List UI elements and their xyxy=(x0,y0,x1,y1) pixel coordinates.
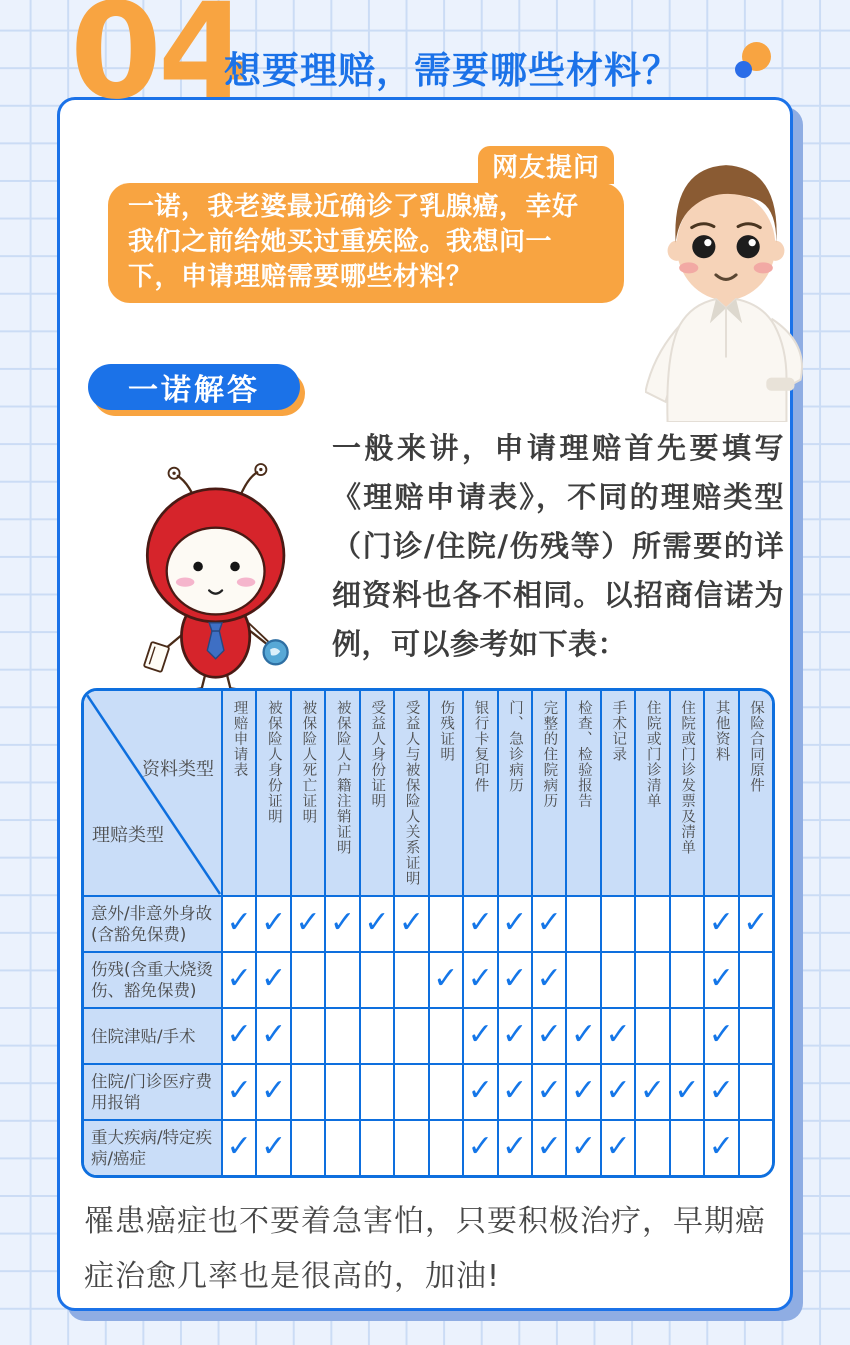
check-icon: ✓ xyxy=(502,1017,528,1052)
column-header-label: 门、急诊病历 xyxy=(506,700,523,793)
check-icon: ✓ xyxy=(536,961,562,996)
check-icon: ✓ xyxy=(502,905,528,940)
check-icon: ✓ xyxy=(261,905,287,940)
check-icon: ✓ xyxy=(708,1073,734,1108)
check-cell xyxy=(669,1063,703,1119)
empty-cell xyxy=(565,951,599,1007)
section-number: 04 xyxy=(70,0,246,129)
check-icon: ✓ xyxy=(502,961,528,996)
column-header xyxy=(255,691,289,895)
check-cell xyxy=(531,951,565,1007)
check-icon: ✓ xyxy=(605,1073,631,1108)
column-header-label: 保险合同原件 xyxy=(748,700,765,793)
column-header xyxy=(600,691,634,895)
empty-cell xyxy=(669,1119,703,1175)
column-header-label: 完整的住院病历 xyxy=(541,700,558,809)
check-cell xyxy=(531,895,565,951)
row-label-text: 重大疾病/特定疾病/癌症 xyxy=(91,1128,213,1168)
diagonal-line xyxy=(84,691,221,895)
check-icon: ✓ xyxy=(433,961,459,996)
column-header-label: 被保险人户籍注销证明 xyxy=(334,700,351,855)
check-icon: ✓ xyxy=(536,905,562,940)
empty-cell xyxy=(393,1063,427,1119)
empty-cell xyxy=(324,1063,358,1119)
column-header xyxy=(565,691,599,895)
empty-cell xyxy=(428,1063,462,1119)
check-cell xyxy=(600,1063,634,1119)
check-cell xyxy=(565,1119,599,1175)
check-cell xyxy=(462,1119,496,1175)
column-header-label: 受益人身份证明 xyxy=(369,700,386,809)
row-label xyxy=(84,1119,221,1175)
empty-cell xyxy=(324,1007,358,1063)
check-icon: ✓ xyxy=(502,1129,528,1164)
check-icon: ✓ xyxy=(708,905,734,940)
empty-cell xyxy=(428,895,462,951)
check-icon: ✓ xyxy=(467,1017,493,1052)
question-tag: 网友提问 xyxy=(478,146,614,184)
empty-cell xyxy=(359,1063,393,1119)
check-icon: ✓ xyxy=(536,1073,562,1108)
page-title: 想要理赔，需要哪些材料？ xyxy=(224,49,680,92)
check-icon: ✓ xyxy=(261,1129,287,1164)
empty-cell xyxy=(359,1119,393,1175)
check-cell xyxy=(255,1063,289,1119)
check-cell xyxy=(531,1119,565,1175)
column-header-label: 受益人与被保险人关系证明 xyxy=(403,700,420,886)
check-cell xyxy=(462,1063,496,1119)
check-cell xyxy=(738,895,772,951)
column-header xyxy=(290,691,324,895)
check-icon: ✓ xyxy=(571,1129,597,1164)
check-cell xyxy=(565,1007,599,1063)
empty-cell xyxy=(600,895,634,951)
check-icon: ✓ xyxy=(639,1073,666,1108)
empty-cell xyxy=(634,1119,668,1175)
check-cell xyxy=(703,951,737,1007)
check-cell xyxy=(703,1119,737,1175)
answer-text: 一般来讲，申请理赔首先要填写《理赔申请表》，不同的理赔类型（门诊/住院/伤残等）所需要的详细资料也各不相同。以招商信诺为例，可以参考如下表： xyxy=(332,431,784,661)
empty-cell xyxy=(565,895,599,951)
column-header-label: 手术记录 xyxy=(610,700,627,762)
column-header-label: 被保险人身份证明 xyxy=(265,700,282,824)
empty-cell xyxy=(738,951,772,1007)
check-icon: ✓ xyxy=(708,961,734,996)
empty-cell xyxy=(669,895,703,951)
empty-cell xyxy=(634,895,668,951)
check-cell xyxy=(703,895,737,951)
red-ant-mascot-illustration xyxy=(98,452,336,692)
check-cell xyxy=(255,1007,289,1063)
check-cell xyxy=(221,1063,255,1119)
empty-cell xyxy=(428,1119,462,1175)
column-header-label: 检查、检验报告 xyxy=(575,700,592,809)
check-icon: ✓ xyxy=(708,1129,734,1164)
row-label-text: 住院/门诊医疗费用报销 xyxy=(91,1072,213,1112)
column-header xyxy=(393,691,427,895)
check-icon: ✓ xyxy=(226,1129,252,1164)
check-icon: ✓ xyxy=(226,1073,252,1108)
column-header xyxy=(531,691,565,895)
check-icon: ✓ xyxy=(295,905,321,940)
check-cell xyxy=(221,951,255,1007)
empty-cell xyxy=(393,1007,427,1063)
column-header-label: 伤残证明 xyxy=(438,700,455,762)
check-cell xyxy=(255,895,289,951)
check-cell xyxy=(221,1007,255,1063)
row-label-text: 住院津贴/手术 xyxy=(91,1026,196,1046)
check-icon: ✓ xyxy=(571,1017,597,1052)
check-icon: ✓ xyxy=(467,1073,493,1108)
check-cell xyxy=(428,951,462,1007)
empty-cell xyxy=(738,1007,772,1063)
check-icon: ✓ xyxy=(502,1073,528,1108)
empty-cell xyxy=(634,1007,668,1063)
row-label xyxy=(84,1063,221,1119)
footer-note: 罹患癌症也不要着急害怕，只要积极治疗，早期癌症治愈几率也是很高的，加油! xyxy=(84,1204,766,1294)
empty-cell xyxy=(324,1119,358,1175)
check-cell xyxy=(531,1007,565,1063)
column-header-label: 被保险人死亡证明 xyxy=(300,700,317,824)
column-header xyxy=(221,691,255,895)
check-icon: ✓ xyxy=(226,961,252,996)
column-header xyxy=(669,691,703,895)
blue-dot-icon xyxy=(735,61,752,78)
check-cell xyxy=(462,1007,496,1063)
row-label xyxy=(84,1007,221,1063)
banner-label: 一诺解答 xyxy=(88,364,300,410)
check-cell xyxy=(497,895,531,951)
check-icon: ✓ xyxy=(674,1073,700,1108)
check-cell xyxy=(497,1119,531,1175)
column-header-label: 住院或门诊清单 xyxy=(644,700,661,809)
materials-table xyxy=(81,688,775,1178)
check-cell xyxy=(324,895,358,951)
check-icon: ✓ xyxy=(261,961,287,996)
empty-cell xyxy=(290,1007,324,1063)
column-header xyxy=(703,691,737,895)
check-cell xyxy=(600,1007,634,1063)
column-header xyxy=(428,691,462,895)
row-label xyxy=(84,895,221,951)
content-card xyxy=(57,97,793,1311)
corner-label-material-type: 资料类型 xyxy=(142,759,214,780)
question-bubble: 一诺，我老婆最近确诊了乳腺癌，幸好我们之前给她买过重疾险。我想问一下，申请理赔需要哪些材料？ xyxy=(108,183,624,303)
empty-cell xyxy=(738,1063,772,1119)
check-icon: ✓ xyxy=(605,1129,631,1164)
check-cell xyxy=(359,895,393,951)
check-cell xyxy=(290,895,324,951)
check-cell xyxy=(497,951,531,1007)
check-cell xyxy=(255,951,289,1007)
table-corner-cell xyxy=(84,691,221,895)
check-cell xyxy=(221,895,255,951)
check-icon: ✓ xyxy=(261,1073,287,1108)
check-cell xyxy=(703,1007,737,1063)
row-label-text: 意外/非意外身故(含豁免保费) xyxy=(91,904,213,944)
column-header-label: 其他资料 xyxy=(713,700,730,762)
column-header-label: 理赔申请表 xyxy=(231,700,248,778)
check-cell xyxy=(462,951,496,1007)
empty-cell xyxy=(669,951,703,1007)
empty-cell xyxy=(290,1119,324,1175)
check-icon: ✓ xyxy=(329,905,356,940)
check-cell xyxy=(634,1063,668,1119)
column-header xyxy=(738,691,772,895)
check-cell xyxy=(531,1063,565,1119)
column-header xyxy=(634,691,668,895)
check-icon: ✓ xyxy=(743,905,769,940)
column-header xyxy=(359,691,393,895)
check-icon: ✓ xyxy=(605,1017,631,1052)
check-cell xyxy=(703,1063,737,1119)
column-header xyxy=(324,691,358,895)
check-icon: ✓ xyxy=(467,905,493,940)
empty-cell xyxy=(393,1119,427,1175)
check-cell xyxy=(462,895,496,951)
answer-banner xyxy=(88,364,300,410)
empty-cell xyxy=(393,951,427,1007)
check-cell xyxy=(221,1119,255,1175)
check-icon: ✓ xyxy=(261,1017,287,1052)
check-icon: ✓ xyxy=(398,905,424,940)
check-icon: ✓ xyxy=(571,1073,597,1108)
man-illustration xyxy=(645,150,807,422)
check-icon: ✓ xyxy=(226,905,252,940)
column-header-label: 银行卡复印件 xyxy=(472,700,489,793)
check-cell xyxy=(565,1063,599,1119)
check-cell xyxy=(497,1063,531,1119)
check-icon: ✓ xyxy=(536,1129,562,1164)
check-icon: ✓ xyxy=(536,1017,562,1052)
empty-cell xyxy=(738,1119,772,1175)
empty-cell xyxy=(600,951,634,1007)
column-header xyxy=(462,691,496,895)
corner-label-claim-type: 理赔类型 xyxy=(92,825,164,846)
check-icon: ✓ xyxy=(708,1017,734,1052)
row-label-text: 伤残(含重大烧烫伤、豁免保费) xyxy=(91,960,213,1000)
check-cell xyxy=(497,1007,531,1063)
column-header-label: 住院或门诊发票及清单 xyxy=(679,700,696,855)
check-cell xyxy=(255,1119,289,1175)
check-icon: ✓ xyxy=(226,1017,252,1052)
row-label xyxy=(84,951,221,1007)
column-header xyxy=(497,691,531,895)
check-icon: ✓ xyxy=(364,905,390,940)
empty-cell xyxy=(669,1007,703,1063)
empty-cell xyxy=(359,1007,393,1063)
empty-cell xyxy=(290,951,324,1007)
check-cell xyxy=(600,1119,634,1175)
empty-cell xyxy=(324,951,358,1007)
check-icon: ✓ xyxy=(467,1129,493,1164)
empty-cell xyxy=(634,951,668,1007)
empty-cell xyxy=(428,1007,462,1063)
empty-cell xyxy=(359,951,393,1007)
check-icon: ✓ xyxy=(467,961,493,996)
empty-cell xyxy=(290,1063,324,1119)
check-cell xyxy=(393,895,427,951)
